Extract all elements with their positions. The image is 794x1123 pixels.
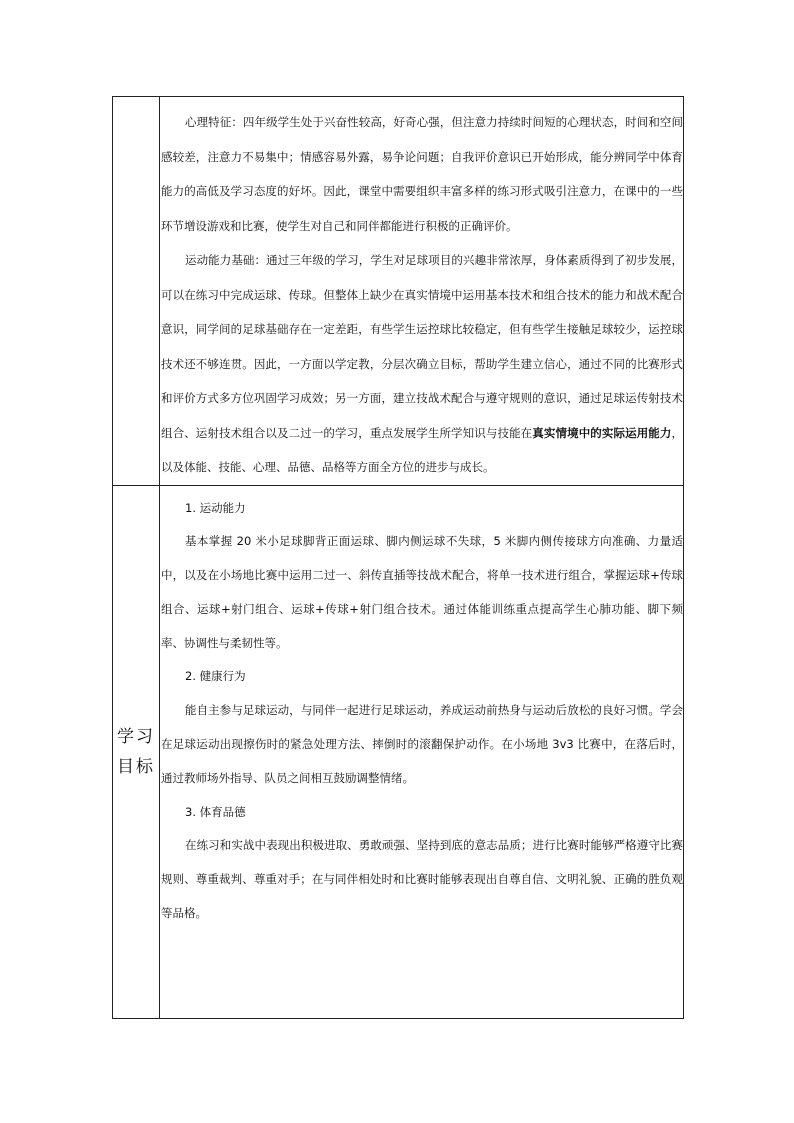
row-label (113, 97, 159, 485)
learning-objectives-content (160, 486, 683, 931)
table-row (113, 97, 684, 486)
objective-paragraph-health: 能自主参与足球运动，与同伴一起进行足球运动，养成运动前热身与运动后放松的良好习惯。学会在足球运动出现擦伤时的紧急处理方法、摔倒时的滚翻保护动作。在小场地 3v3 比赛中，在落后时，通过教师场外指导、队员之间相互鼓励调整情绪。 (161, 703, 683, 785)
table-row (113, 485, 684, 1018)
label-line: 目标 (117, 756, 155, 777)
motor-ability-paragraph (161, 243, 683, 485)
row-label-cell (113, 97, 160, 486)
objective-paragraph-ethics: 在练习和实战中表现出积极进取、勇敢顽强、坚持到底的意志品质；进行比赛时能够严格遵守比赛规则、尊重裁判、尊重对手；在与同伴相处时和比赛时能够表现出自尊自信、文明礼貌、正确的胜负观等品格。 (161, 838, 683, 921)
psychological-traits-paragraph: 心理特征：四年级学生处于兴奋性较高，好奇心强，但注意力持续时间短的心理状态，时间和空间感较差，注意力不易集中；情感容易外露，易争论问题；自我评价意识已开始形成，能分辨同学中体育能力的高低及学习态度的好坏。因此，课堂中需要组织丰富多样的练习形式吸引注意力，在课中的一些环节增设游戏和比赛，使学生对自己和同伴都能进行积极的正确评价。 (161, 115, 683, 233)
motor-ability-text-end: ，以及体能、技能、心理、品德、品格等方面全方位的进步与成长。 (161, 425, 684, 474)
objective-heading-motor: 1. 运动能力 (185, 500, 246, 515)
label-line: 学习 (117, 726, 155, 747)
learning-objectives-cell (160, 485, 684, 1018)
teaching-plan-table (112, 96, 684, 1019)
motor-ability-text: 运动能力基础：通过三年级的学习，学生对足球项目的兴趣非常浓厚，身体素质得到了初步发展，可以在练习中完成运球、传球。但整体上缺少在真实情境中运用基本技术和组合技术的能力和战术配合意识，同学间的足球基础存在一定差距，有些学生运控球比较稳定，但有些学生接触足球较少，运控球技术还不够连贯。因此，一方面以学定教，分层次确立目标，帮助学生建立信心，通过不同的比赛形式和评价方式多方位巩固学习成效；另一方面，建立技战术配合与遵守规则的意识，通过足球运传射技术组合、运射技术组合以及二过一的学习，重点发展学生所学知识与技能在 (161, 253, 683, 440)
objective-heading-health: 2. 健康行为 (185, 669, 246, 684)
learning-objectives-label (113, 486, 159, 1018)
row-label-cell (113, 485, 160, 1018)
student-analysis-cell (160, 97, 684, 486)
student-analysis-content (160, 97, 683, 485)
objective-paragraph-motor: 基本掌握 20 米小足球脚背正面运球、脚内侧运球不失球，5 米脚内侧传接球方向准确、力量适中，以及在小场地比赛中运用二过一、斜传直插等技战术配合，将单一技术进行组合，掌握运球+传球组合、运球+射门组合、运球+传球+射门组合技术。通过体能训练重点提高学生心肺功能、脚下频率、协调性与柔韧性等。 (161, 534, 683, 650)
objective-heading-ethics: 3. 体育品德 (185, 804, 246, 819)
motor-ability-bold-text: 真实情境中的实际运用能力 (532, 425, 672, 440)
